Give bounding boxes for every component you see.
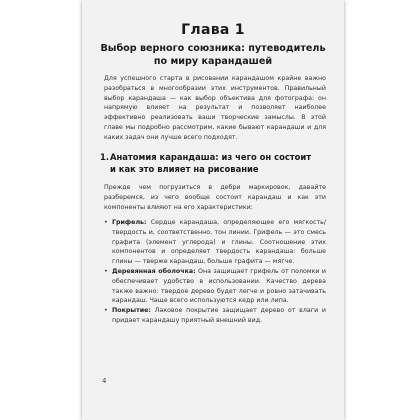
section-intro-paragraph: Прежде чем погрузиться в дебри маркировок, давайте разберемся, из чего вообще состоит карандаш и как эти компоненты влияют на его характеристики: [104, 184, 326, 211]
book-page [82, 0, 344, 420]
section-title-line-2: и как это влияет на рисование [110, 163, 259, 174]
bullet-text: Она защищает грифель от поломки и обеспечивает удобство в использовании. Качество дерева также важно: твердое дерево будет легче и ровно затачивать карандаш. Чаще всего используются кедр или липа. [112, 267, 326, 305]
bullet-term: Покрытие: [112, 307, 151, 315]
page-number: 4 [102, 377, 107, 385]
section-title-line-1: Анатомия карандаша: из чего он состоит [110, 152, 312, 162]
bullet-text: Сердце карандаша, определяющее его мягкость/твердость и, соответственно, тон линии. Грифель — это смесь графита (элемент углерода) и глины. Соотношение этих компонентов и определяет твердость карандаша: больше глины — тверже карандаш, больше графита — мягче. [112, 219, 326, 266]
bullet-text: Лаковое покрытие защищает дерево от влаги и придает карандашу приятный внешний вид. [112, 307, 326, 324]
section-number: 1. [100, 152, 110, 162]
chapter-title: Глава 1 [181, 22, 245, 38]
section-heading [100, 152, 328, 175]
bullet-term: Деревянная оболочка: [112, 267, 196, 275]
chapter-subtitle-line-2: по миру карандашей [153, 56, 273, 67]
component-list [104, 218, 326, 326]
chapter-subtitle [92, 42, 334, 68]
bullet-term: Грифель: [112, 219, 147, 226]
list-item [104, 306, 326, 326]
list-item [104, 218, 326, 267]
chapter-subtitle-line-1: Выбор верного союзника: путеводитель [100, 43, 326, 54]
list-item [104, 267, 326, 306]
intro-paragraph: Для успешного старта в рисовании карандашом крайне важно разобраться в многообразии этих инструментов. Правильный выбор карандаша — как выбор объектива для фотографа: он напрямую влияет на результат и позволяет наиболее эффективно реализовать ваши творческие замыслы. В этой главе мы подробно рассмотрим, какие бывают карандаши и для каких задач они лучше всего подходят. [104, 75, 326, 141]
